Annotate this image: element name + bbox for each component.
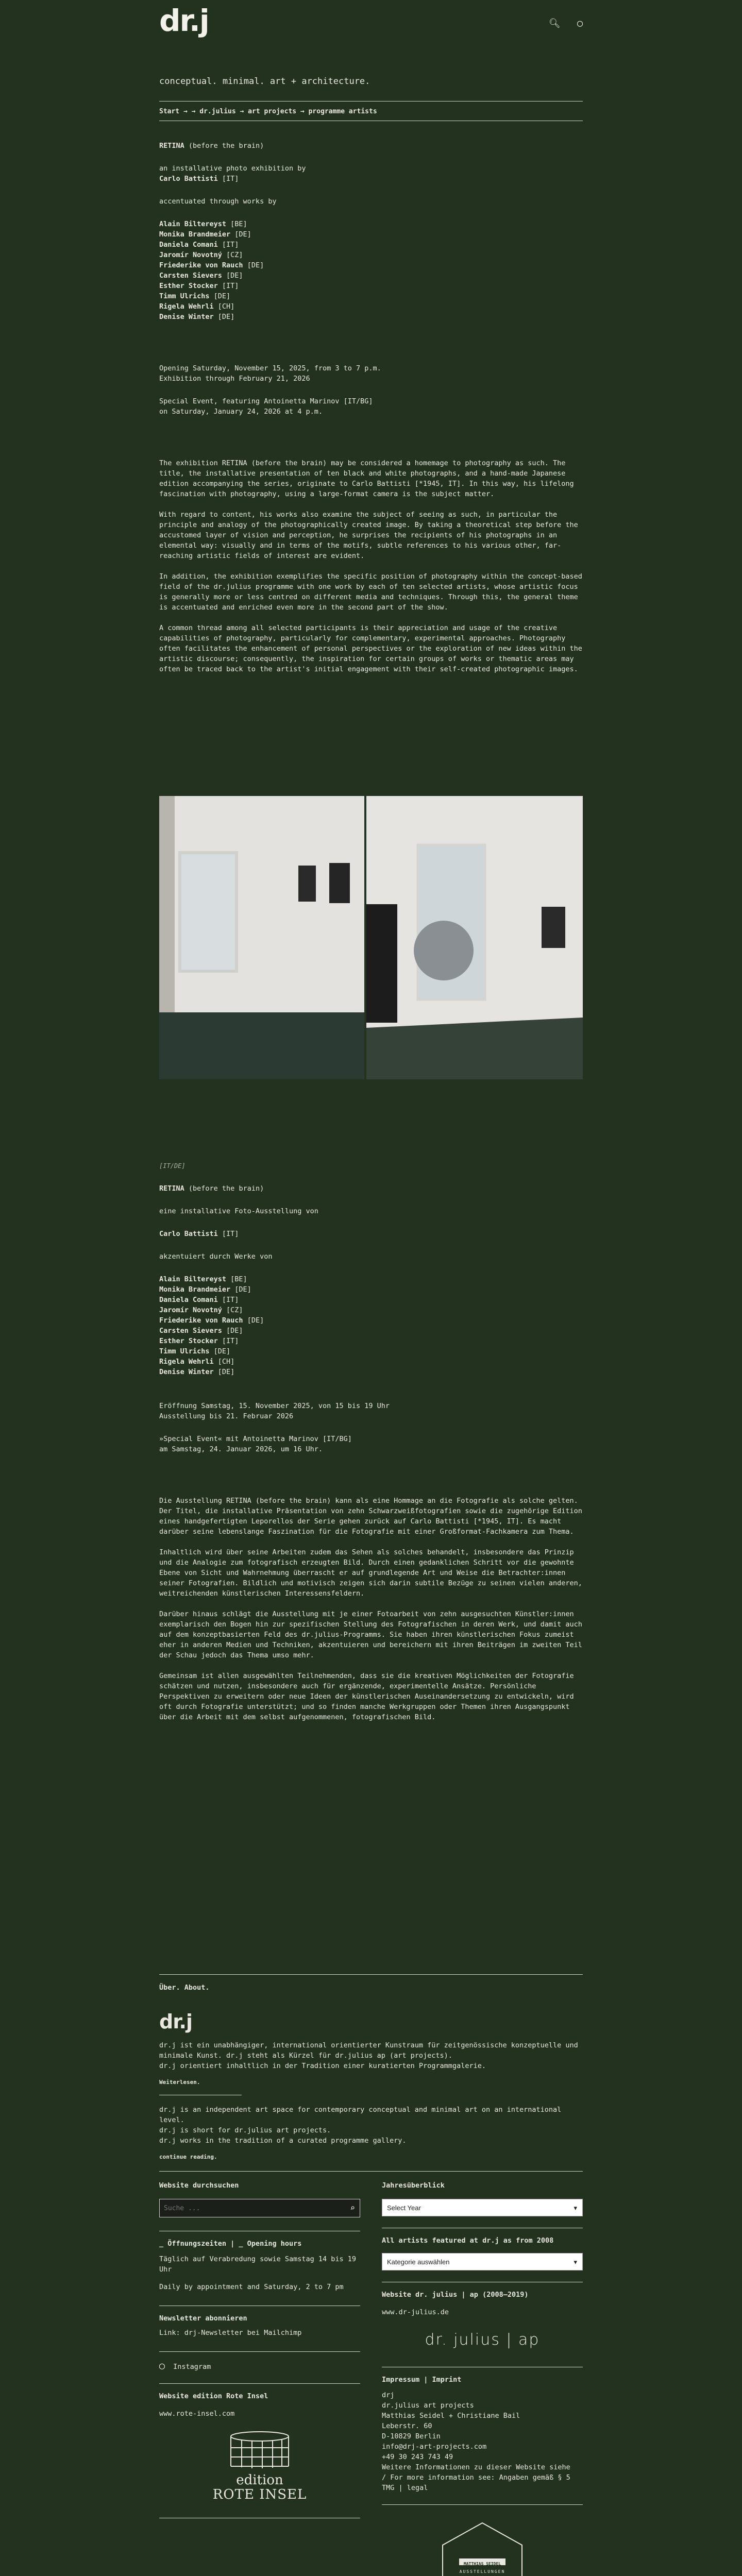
- artist-item: [159, 219, 583, 229]
- search-icon[interactable]: ⌕: [350, 2203, 355, 2213]
- artist-name[interactable]: Timm Ulrichs: [159, 1347, 210, 1355]
- artist-name[interactable]: Denise Winter: [159, 313, 214, 321]
- language-label: [IT/DE]: [159, 1162, 185, 1170]
- category-select[interactable]: Kategorie auswählen ▾: [382, 2253, 583, 2270]
- artist-country: [DE]: [222, 1327, 243, 1335]
- artist-country: [DE]: [213, 313, 235, 321]
- artist-item: [159, 250, 583, 260]
- exhibition-de: [IT/DE] RETINA (before the brain) eine installative Foto-Ausstellung von Carlo Battisti [IT] akzentuiert durch Werke von Alain Biltereyst [BE] Monika Brandmeier [DE] Daniela Comani [IT] Jaromír Novotný [CZ] Friederike von Rauch [DE] Carsten Sievers [DE] Esther Stocker [IT] Timm Ulrichs [DE] Rigela Wehrli [CH] Denise Winter [DE] Eröffnung Samstag, 15. November 2025, von 15 bis 19 Uhr Ausstellung bis 21. Februar 2026 »Special Event« mit Antoinetta Marinov [IT/BG] am Samstag, 24. Januar 2026, um 16 Uhr. Die Ausstellung RETINA (before the brain) kann als eine Hommage an die Fotografie als solche gelten. Der Titel, die installative Präsentation von zehn Schwarzweißfotografien sowie die zugehörige Edition eines handgefertigten Leporellos der Serie gehen zurück auf Carlo Battisti [*1945, IT]. Es macht darüber seine lebenslange Faszination für die Fotografie mit einer Großformat-Fachkamera zum Thema. Inhaltlich wird über seine Arbeiten zudem das Sehen als solches behandelt, insbesondere das Prinzip und die Analogie zum fotografisch erzeugten Bild. Durch einen gedanklichen Schritt vor die gewohnte Ebene von Sicht und Wahrnehmung überrascht er auf grundlegende Art und Weise die Betrachter:innen seiner Fotografien. Bildlich und motivisch zeigen sich darin subtile Bezüge zu seinen vielen anderen, weitreichenden künstlerischen Interessensfeldern. Darüber hinaus schlägt die Ausstellung mit je einer Fotoarbeit von zehn ausgesuchten Künstler:innen exemplarisch den Bogen hin zur spezifischen Stellung des Fotografischen in deren Werk, und damit auch auf dem konzeptbasierten Feld des dr.julius-Programms. Sie haben ihren künstlerischen Fokus zumeist eher in anderen Medien und Techniken, akzentuieren und bereichern mit ihren Beiträgen im zweiten Teil der Schau jedoch das Thema umso mehr. Gemeinsam ist allen ausgewählten Teilnehmenden, dass sie die kreativen Möglichkeiten der Fotografie schätzen und nutzen, insbesondere auch für ergänzende, experimentelle Ansätze. Persönliche Perspektiven zu erweitern oder neue Ideen der künstlerischen Auseinandersetzung zu entwickeln, wird oft durch Fotografie unterstützt; und so finden manche Werkgruppen oder Themen ihren Ausgangspunkt über die Arbeit mit dem selbst aufgenommenen, fotografischen Bild.: [159, 1161, 583, 1722]
- search-heading: Website durchsuchen: [159, 2181, 239, 2190]
- about-section: [159, 1982, 583, 2162]
- artist-item: [159, 1346, 583, 1357]
- edition-building-icon: [226, 2430, 293, 2470]
- exhibition-title: RETINA (before the brain): [159, 142, 264, 150]
- site-logo[interactable]: dr.j: [159, 3, 209, 38]
- artist-country: [DE]: [209, 292, 231, 300]
- imprint-line: dr.julius art projects: [382, 2401, 474, 2410]
- about-line: dr.j works in the tradition of a curated programme gallery.: [159, 2137, 407, 2145]
- artist-name[interactable]: Rigela Wehrli: [159, 302, 214, 311]
- artist-name[interactable]: Jaromír Novotný: [159, 251, 222, 259]
- about-en: [159, 2105, 583, 2146]
- about-logo: dr.j: [159, 2010, 192, 2033]
- about-line: dr.j is an independent art space for contemporary conceptual and minimal art on an international level.: [159, 2106, 562, 2124]
- special-event-date: on Saturday, January 24, 2026 at 4 p.m.: [159, 408, 323, 416]
- artist-name[interactable]: Monika Brandmeier: [159, 230, 231, 239]
- artist-item: [159, 1315, 583, 1326]
- artist-name[interactable]: Alain Biltereyst: [159, 220, 227, 228]
- search-input[interactable]: [159, 2199, 360, 2217]
- special-event: Special Event, featuring Antoinetta Marinov [IT/BG]: [159, 397, 373, 405]
- artist-list: [159, 1274, 583, 1377]
- body-paragraph: Gemeinsam ist allen ausgewählten Teilnehmenden, dass sie die kreativen Möglichkeiten der Fotografie schätzen und nutzen, insbesondere auch für ergänzende, experimentelle Ansätze. Persönliche Perspektiven zu erweitern oder neue Ideen der künstlerischen Auseinandersetzung zu entwickeln, wird oft durch Fotografie unterstützt; und so finden manche Werkgruppen oder Themen ihren Ausgangspunkt über die Arbeit mit dem selbst aufgenommenen, fotografischen Bild.: [159, 1672, 574, 1721]
- artist-country: [BE]: [226, 220, 247, 228]
- artist-name[interactable]: Monika Brandmeier: [159, 1285, 231, 1294]
- imprint-line: / For more information see: Angaben gemäß § 5 TMG | legal: [382, 2473, 570, 2492]
- body-paragraph: The exhibition RETINA (before the brain) may be considered a homemage to photography as such. The title, the installative presentation of ten black and white photographs, and a hand-made Japanese edition accompanying the series, originate to Carlo Battisti [*1945, IT]. In this way, his lifelong fascination with photography, using a large-format camera is the subject matter.: [159, 459, 574, 498]
- artist-list: [159, 219, 583, 322]
- artist-country: [DE]: [230, 1285, 251, 1294]
- artist-country: [DE]: [243, 261, 264, 269]
- installation-photo-2[interactable]: [366, 796, 583, 1079]
- accent-text: accentuated through works by: [159, 197, 277, 206]
- body-paragraph: Die Ausstellung RETINA (before the brain) kann als eine Hommage an die Fotografie als solche gelten. Der Titel, die installative Präsentation von zehn Schwarzweißfotografien sowie die zugehörige Edition eines handgefertigten Leporellos der Serie gehen zurück auf Carlo Battisti [*1945, IT]. Es macht darüber seine lebenslange Faszination für die Fotografie mit einer Großformat-Fachkamera zum Thema.: [159, 1497, 582, 1536]
- exhibition-en: RETINA (before the brain) an installative photo exhibition by Carlo Battisti [IT] accentuated through works by Alain Biltereyst [BE] Monika Brandmeier [DE] Daniela Comani [IT] Jaromír Novotný [CZ] Friederike von Rauch [DE] Carsten Sievers [DE] Esther Stocker [IT] Timm Ulrichs [DE] Rigela Wehrli [CH] Denise Winter [DE] Opening Saturday, November 15, 2025, from 3 to 7 p.m. Exhibition through February 21, 2026 Special Event, featuring Antoinetta Marinov [IT/BG] on Saturday, January 24, 2026 at 4 p.m. The exhibition RETINA (before the brain) may be considered a homemage to photography as such. The title, the installative presentation of ten black and white photographs, and a hand-made Japanese edition accompanying the series, originate to Carlo Battisti [*1945, IT]. In this way, his lifelong fascination with photography, using a large-format camera is the subject matter. With regard to content, his works also examine the subject of seeing as such, in particular the principle and analogy of the photographically created image. By taking a theoretical step before the accustomed layer of vision and perception, he surprises the recipients of his photographs in an elemental way: visually and in terms of the motifs, subtle references to his various other, far-reaching artistic fields of interest are evident. In addition, the exhibition exemplifies the specific position of photography within the concept-based field of the dr.julius programme with one work by each of ten selected artists, whose artistic focus is generally more or less centred on different media and techniques. Through this, the general theme is accentuated and enriched even more in the second part of the show. A common thread among all selected participants is their appreciation and usage of the creative capabilities of photography, particularly for complementary, experimental approaches. Photography often facilitates the enhancement of personal perspectives or the exploration of new ideas within the artistic discourse; consequently, the inspiration for certain groups of works or thematic areas may often be traced back to the artist's initial engagement with their self-created photographic images.: [159, 142, 582, 673]
- breadcrumb[interactable]: Start → → dr.julius → art projects → programme artists: [159, 108, 377, 115]
- artist-item: [159, 281, 583, 291]
- artist-name[interactable]: Timm Ulrichs: [159, 292, 210, 300]
- body-paragraph: With regard to content, his works also examine the subject of seeing as such, in particular the principle and analogy of the photographically created image. By taking a theoretical step before the accustomed layer of vision and perception, he surprises the recipients of his photographs in an elemental way: visually and in terms of the motifs, subtle references to his various other, far-reaching artistic fields of interest are evident.: [159, 511, 578, 560]
- artist-item: [159, 1284, 583, 1295]
- imprint-lines: [382, 2390, 583, 2493]
- divider: [159, 2171, 583, 2172]
- imprint-line: Weitere Informationen zu dieser Website siehe: [382, 2463, 570, 2471]
- right-column: [382, 2180, 583, 2576]
- about-line: dr.j is short for dr.julius art projects.: [159, 2126, 331, 2134]
- hours-en: Daily by appointment and Saturday, 2 to 7 pm: [159, 2283, 344, 2291]
- artist-name[interactable]: Daniela Comani: [159, 241, 218, 249]
- imprint-line: D-10829 Berlin: [382, 2432, 441, 2441]
- artist-item: [159, 291, 583, 301]
- artist-item: [159, 1305, 583, 1315]
- left-column: [159, 2180, 360, 2518]
- opening-text: Eröffnung Samstag, 15. November 2025, von 15 bis 19 Uhr: [159, 1402, 390, 1410]
- artist-item: [159, 1274, 583, 1284]
- artist-name[interactable]: Rigela Wehrli: [159, 1358, 214, 1366]
- artist-item: [159, 1357, 583, 1367]
- artist-item: [159, 1336, 583, 1346]
- artist-name[interactable]: Esther Stocker: [159, 1337, 218, 1345]
- body-paragraph: Inhaltlich wird über seine Arbeiten zudem das Sehen als solches behandelt, insbesondere das Prinzip und die Analogie zum fotografisch erzeugten Bild. Durch einen gedanklichen Schritt vor die gewohnte Ebene von Sicht und Wahrnehmung überrascht er auf grundlegende Art und Weise die Betrachter:innen seiner Fotografien. Bildlich und motivisch zeigen sich darin subtile Bezüge zu seinen vielen anderen, weitreichenden künstlerischen Interessensfeldern.: [159, 1548, 582, 1598]
- artist-name[interactable]: Alain Biltereyst: [159, 1275, 227, 1283]
- about-line: dr.j orientiert inhaltlich in der Tradition einer kuratierten Programmgalerie.: [159, 2062, 486, 2070]
- through-text: Ausstellung bis 21. Februar 2026: [159, 1412, 294, 1420]
- chevron-down-icon: ▾: [574, 2204, 577, 2212]
- old-site-logo[interactable]: dr. julius | ap: [425, 2331, 540, 2349]
- artist-item: [159, 260, 583, 270]
- imprint-line: Matthias Seidel + Christiane Bail: [382, 2412, 520, 2420]
- opening-text: Opening Saturday, November 15, 2025, from 3 to 7 p.m.: [159, 364, 381, 372]
- hours-de: Täglich auf Verabredung sowie Samstag 14 bis 19 Uhr: [159, 2255, 357, 2274]
- artist-item: [159, 1367, 583, 1377]
- special-event-date: am Samstag, 24. Januar 2026, um 16 Uhr.: [159, 1445, 323, 1453]
- seidel-badge[interactable]: MATTHIAS SEIDEL AUSSTELLUNGEN: [382, 2520, 583, 2576]
- artist-name[interactable]: Daniela Comani: [159, 1296, 218, 1304]
- artist-name[interactable]: Esther Stocker: [159, 282, 218, 290]
- artist-item: [159, 229, 583, 240]
- instagram-icon: ◯: [159, 2361, 165, 2371]
- imprint-line: +49 30 243 743 49: [382, 2453, 453, 2461]
- edition-heading: Website edition Rote Insel: [159, 2392, 268, 2400]
- exhibition-title: RETINA (before the brain): [159, 1184, 264, 1193]
- chevron-down-icon: ▾: [574, 2258, 577, 2266]
- divider: [159, 1974, 583, 1975]
- artist-country: [IT]: [217, 1296, 239, 1304]
- artist-name[interactable]: Carsten Sievers: [159, 272, 222, 280]
- edition-url[interactable]: www.rote-insel.com: [159, 2410, 235, 2418]
- artist-country: [DE]: [230, 230, 251, 239]
- body-paragraph: Darüber hinaus schlägt die Ausstellung mit je einer Fotoarbeit von zehn ausgesuchten Künstler:innen exemplarisch den Bogen hin zur spezifischen Stellung des Fotografischen in deren Werk, und damit auch auf dem konzeptbasierten Feld des dr.julius-Programms. Sie haben ihren künstlerischen Fokus zumeist eher in anderen Medien und Techniken, akzentuieren und bereichern mit ihren Beiträgen im zweiten Teil der Schau jedoch das Thema umso mehr.: [159, 1610, 582, 1659]
- instagram-link[interactable]: ◯ Instagram: [159, 2361, 211, 2371]
- artist-country: [CH]: [213, 1358, 235, 1366]
- artist-country: [CH]: [213, 302, 235, 311]
- main-artist[interactable]: Carlo Battisti: [159, 175, 218, 183]
- artist-item: [159, 270, 583, 281]
- hexagon-badge-icon: [439, 2520, 526, 2576]
- all-artists-heading: All artists featured at dr.j as from 2008: [382, 2236, 554, 2245]
- imprint-heading: Impressum | Imprint: [382, 2376, 462, 2384]
- artist-name[interactable]: Friederike von Rauch: [159, 261, 243, 269]
- artist-country: [DE]: [213, 1368, 235, 1376]
- search-icon[interactable]: 🔍︎: [548, 18, 561, 29]
- through-text: Exhibition through February 21, 2026: [159, 375, 310, 383]
- imprint-line: Leberstr. 60: [382, 2422, 432, 2430]
- year-select[interactable]: Select Year ▾: [382, 2199, 583, 2216]
- old-site-heading: Website dr. julius | ap (2008–2019): [382, 2291, 529, 2299]
- read-more-de-link[interactable]: Weiterlesen.: [159, 2079, 200, 2086]
- hours-heading: _ Öffnungszeiten | _ Opening hours: [159, 2240, 302, 2248]
- intro-text: an installative photo exhibition by: [159, 164, 306, 173]
- artist-country: [CZ]: [222, 251, 243, 259]
- artist-item: [159, 1295, 583, 1305]
- year-heading: Jahresüberblick: [382, 2181, 445, 2190]
- divider: [382, 2504, 583, 2505]
- intro-text: eine installative Foto-Ausstellung von: [159, 1207, 318, 1215]
- artist-country: [IT]: [217, 241, 239, 249]
- artist-item: [159, 301, 583, 312]
- newsletter-link[interactable]: Link: drj-Newsletter bei Mailchimp: [159, 2329, 302, 2337]
- newsletter-heading: Newsletter abonnieren: [159, 2314, 247, 2323]
- artist-country: [DE]: [222, 272, 243, 280]
- read-more-en-link[interactable]: continue reading.: [159, 2154, 217, 2160]
- instagram-icon[interactable]: ◯: [577, 18, 583, 29]
- accent-text: akzentuiert durch Werke von: [159, 1252, 273, 1261]
- imprint-line: info@drj-art-projects.com: [382, 2443, 487, 2451]
- artist-country: [IT]: [217, 282, 239, 290]
- body-paragraph: A common thread among all selected participants is their appreciation and usage of the creative capabilities of photography, particularly for complementary, experimental approaches. Photography often facilitates the enhancement of personal perspectives or the exploration of new ideas within the artistic discourse; consequently, the inspiration for certain groups of works or thematic areas may often be traced back to the artist's initial engagement with their self-created photographic images.: [159, 624, 582, 673]
- divider: [159, 2351, 360, 2352]
- artist-name[interactable]: Denise Winter: [159, 1368, 214, 1376]
- old-site-url[interactable]: www.dr-julius.de: [382, 2308, 449, 2316]
- installation-photo-1[interactable]: [159, 796, 364, 1079]
- artist-country: [DE]: [209, 1347, 231, 1355]
- about-heading: Über. About.: [159, 1984, 210, 1992]
- artist-country: [DE]: [243, 1316, 264, 1325]
- artist-item: [159, 240, 583, 250]
- about-line: dr.j ist ein unabhängiger, international orientierter Kunstraum für zeitgenössische konzeptuelle und minimale Kunst. dr.j steht als Kürzel für dr.julius ap (art projects).: [159, 2041, 578, 2060]
- body-paragraph: In addition, the exhibition exemplifies the specific position of photography within the concept-based field of the dr.julius programme with one work by each of ten selected artists, whose artistic focus is generally more or less centred on different media and techniques. Through this, the general theme is accentuated and enriched even more in the second part of the show.: [159, 572, 582, 612]
- artist-name[interactable]: Jaromír Novotný: [159, 1306, 222, 1314]
- artist-country: [IT]: [217, 1337, 239, 1345]
- tagline: conceptual. minimal. art + architecture.: [159, 76, 370, 87]
- imprint-line: drj: [382, 2391, 395, 2399]
- edition-logo[interactable]: edition ROTE INSEL: [159, 2430, 360, 2502]
- main-artist[interactable]: Carlo Battisti: [159, 1230, 218, 1238]
- artist-item: [159, 1326, 583, 1336]
- artist-item: [159, 312, 583, 322]
- artist-country: [CZ]: [222, 1306, 243, 1314]
- special-event: »Special Event« mit Antoinetta Marinov [IT/BG]: [159, 1435, 352, 1443]
- artist-name[interactable]: Carsten Sievers: [159, 1327, 222, 1335]
- about-de: [159, 2040, 583, 2071]
- artist-name[interactable]: Friederike von Rauch: [159, 1316, 243, 1325]
- artist-country: [BE]: [226, 1275, 247, 1283]
- divider: [159, 2383, 360, 2384]
